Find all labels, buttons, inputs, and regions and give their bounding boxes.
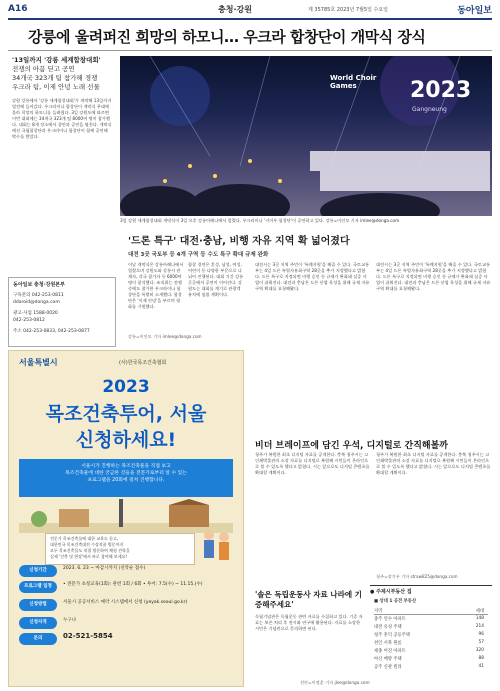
sub-headline-drone: '드론 특구' 대전·충남, 비행 자유 지역 확 넓어졌다 bbox=[128, 236, 350, 247]
regional-office-box bbox=[8, 277, 116, 347]
real-estate-table bbox=[370, 585, 492, 686]
article-body-digital: 청주가 복원한 최초 디지털 자료를 공개한다. 충북 청주시는 고인쇄박물관의 소장 자료를 디지털로 복원해 시민들이 온라인으로 볼 수 있도록 했다고 밝혔다. 시는 앞으로도 디지털 콘텐츠를 확대할 계획이다. bbox=[255, 452, 370, 475]
table-row: 세종 어진 아파트 320 bbox=[374, 648, 484, 654]
table-row: 아산 배방 주택 88 bbox=[374, 656, 484, 662]
table-subtitle: ■ 상대 1 공전 부동산 bbox=[374, 599, 417, 604]
lead-line: 34개국 323개 팀 참가해 경쟁 bbox=[12, 74, 98, 82]
seoul-city-logo: 서울특별시 bbox=[19, 358, 58, 367]
ad-title-line1: 목조건축투어, 서울 bbox=[45, 403, 207, 425]
page-header bbox=[8, 0, 492, 20]
event-city: Gangneung bbox=[412, 106, 447, 113]
table-title: ● 주제시부동산 집 bbox=[370, 589, 412, 595]
article-body-independence: 독립기념관은 독립운동 관련 자료를 수집하고 있다. 기증 자료는 보존 처리 후 전시와 연구에 활용된다. 자료를 소장한 시민은 기념관으로 문의하면 된다. bbox=[255, 614, 363, 631]
article-body-digital: 청주가 복원한 최초 디지털 자료를 공개한다. 충북 청주시는 고인쇄박물관의 소장 자료를 디지털로 복원해 시민들이 온라인으로 볼 수 있도록 했다고 밝혔다. 시는 앞으로도 디지털 콘텐츠를 확대할 계획이다. bbox=[376, 452, 491, 475]
people-illustration bbox=[199, 527, 233, 567]
office-row: ddaroid@donga.com bbox=[13, 300, 60, 305]
info-row: 문의 02-521-5854 bbox=[19, 633, 233, 647]
headline-divider bbox=[8, 50, 492, 51]
sub-headline-digital: 비더 브레이프에 담긴 우석, 디지털로 간직해볼까 bbox=[255, 441, 448, 451]
photo-caption: 3일 강원 세계합창대회 개막식이 3일 오후 강릉아레나에서 열렸다. 우크라이나 '키이우 합창단'이 공연하고 있다. 강릉=이인모 기자 imlee@donga.com bbox=[120, 218, 400, 223]
table-row: 천안 서북 원룸 57 bbox=[374, 640, 484, 646]
main-photo bbox=[120, 56, 492, 216]
ad-title-line2: 신청하세요! bbox=[75, 429, 177, 451]
info-row: 신청자격 누구나 bbox=[19, 617, 233, 631]
table-row: 청주 흥덕 공동주택 96 bbox=[374, 632, 484, 638]
lead-subheads bbox=[12, 56, 112, 92]
byline: 강릉=이인모 기자 imlee@donga.com bbox=[128, 334, 202, 339]
lead-line: 전쟁의 아픔 딛고 공연 bbox=[12, 65, 75, 73]
office-row: 구독문의 042-253-0811 bbox=[13, 293, 64, 298]
ad-info-list bbox=[19, 565, 233, 685]
sub-headline-independence: '솔은 독립운동사 자료 나라에 기증해주세요' bbox=[255, 590, 362, 609]
seoul-wood-architecture-ad bbox=[8, 350, 244, 687]
article-body-left: 강원 강릉에서 '강릉 세계합창대회'가 개막해 13일까지 열전에 들어갔다. 우크라이나 합창단이 개막식 무대에 올라 희망의 하모니를 들려줬다. 3일 강원도에 따르면 이번 대회에는 34개국 323개 팀 8000여 명이 참가했다. 대회는 8개 장소에서 경연과 공연을 펼친다. 개막식에선 국립합창단과 우크라이나 합창단이 함께 공연해 박수를 받았다. bbox=[12, 98, 112, 139]
office-row: 주소 042-253-0833, 042-253-0877 bbox=[13, 329, 90, 334]
main-headline: 강릉에 울려퍼진 희망의 하모니… 우크라 합창단이 개막식 장식 bbox=[28, 28, 426, 46]
office-title: 동아일보 충청·강원본부 bbox=[13, 282, 65, 288]
lead-line: 우크라 팀, 이제 안녕 노래 선물 bbox=[12, 83, 100, 91]
table-row: 공주 신관 빌라 41 bbox=[374, 664, 484, 670]
page-number: A16 bbox=[8, 4, 28, 14]
event-logo-text: World Choir Games bbox=[330, 74, 377, 90]
article-body-mid: 이날 개막식은 강릉아레나에서 열렸으며 강원도와 강릉시 관계자, 각국 참가자 등 6000여 명이 참석했다. 조직위는 전쟁 중에도 참가한 우크라이나 합창단을 특별히 소개했다. 합창단은 '이제 안녕'을 부르며 평화를 기원했다. bbox=[128, 262, 184, 309]
ad-year: 2023 bbox=[102, 377, 150, 397]
article-body-mid: 합창 경연은 혼성, 남성, 여성, 어린이 등 다양한 부문으로 나뉘어 진행된다. 대회 기간 강릉 곳곳에서 공연이 이어진다. 강원도는 대회를 계기로 관광객 유치에 힘쓸 계획이다. bbox=[188, 262, 244, 297]
byline: 청주=장기우 기자 straw825@donga.com bbox=[376, 574, 458, 579]
info-row: 신청방법 서울시 공공서비스 예약 시스템에서 신청 (yeyak.seoul.go.kr) bbox=[19, 599, 233, 613]
info-row: 신청기간 2023. 6. 23 ~ 마감시까지 (선착순 접수) bbox=[19, 565, 233, 579]
article-body-right: 대전시는 3곳 지역 주민이 '특례지원'을 해줄 수 있다. 국토교통부는 4일 드론 특별자유화구역 28곳을 추가 지정했다고 밝혔다. 드론 특구로 지정되면 비행 승인 등 규제가 완화돼 실증 사업이 쉬워진다. 대전과 충남은 드론 산업 육성을 위해 규제 자유 구역 확대를 요청해왔다. bbox=[376, 262, 491, 291]
office-row: 광고·사업 1588-0020 bbox=[13, 311, 58, 316]
office-row: 042-253-0812 bbox=[13, 318, 45, 323]
ad-note-box: 전문가 목조건축물에 대한 교육도 듣고, 대한민국 목조건축대전 수상작품 방문까지 모두 목조건축물도 직접 방문하여 체험 견학을 실제 '건축 및 현장'에서 바로 참여해 보세요! bbox=[45, 533, 195, 565]
ad-intro-box: 서울시가 진행하는 목조건축물을 직접 보고 목조건축물에 대한 궁금한 것들을 전문가로부터 알 수 있는 프로그램을 20회에 걸쳐 진행합니다. bbox=[19, 459, 233, 497]
table-header-row: 지역 세대 bbox=[374, 608, 488, 615]
edition-info: 제 35785호 2023년 7월5일 수요일 bbox=[308, 7, 388, 13]
table-row: 대전 유성 주택 214 bbox=[374, 624, 484, 630]
article-body-right: 대전시는 3곳 지역 주민이 '특례지원'을 해줄 수 있다. 국토교통부는 4일 드론 특별자유화구역 28곳을 추가 지정했다고 밝혔다. 드론 특구로 지정되면 비행 승인 등 규제가 완화돼 실증 사업이 쉬워진다. 대전과 충남은 드론 산업 육성을 위해 규제 자유 구역 확대를 요청해왔다. bbox=[255, 262, 370, 291]
lead-kicker: '13일까지 '강릉 세계합창대회' bbox=[12, 56, 101, 64]
section-name: 충청·강원 bbox=[218, 5, 252, 14]
sub-headline-drone-sub: 대전 3곳 국토부 등 4개 구역 등 수도 특구 확대 규제 완화 bbox=[128, 252, 269, 258]
info-row: 프로그램 일정 • 전문가 초청교육(1회): 관련 1회 / 6회 • 투어: 7.5(수) ~ 11.15.(수) bbox=[19, 581, 233, 595]
association-logo: (사)한국목조건축협회 bbox=[119, 360, 167, 366]
table-row: 충주 연수 아파트 148 bbox=[374, 616, 484, 622]
newspaper-brand: 동아일보 bbox=[457, 6, 492, 16]
byline: 천안=이정훈 기자 jlee@donga.com bbox=[300, 680, 370, 685]
event-year: 2023 bbox=[410, 78, 472, 103]
